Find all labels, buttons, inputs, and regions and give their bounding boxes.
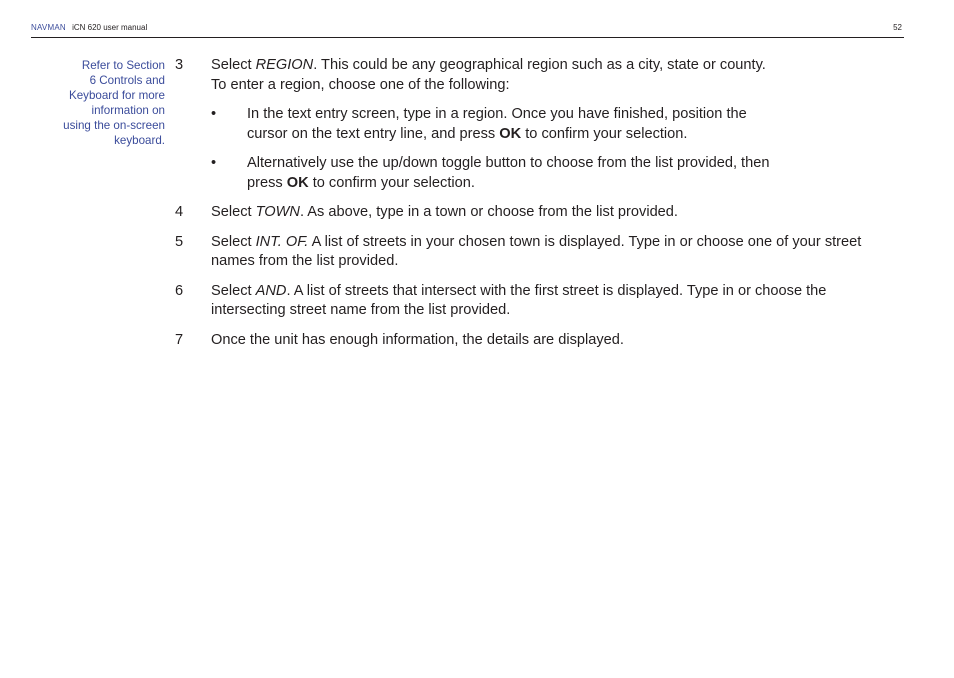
step-text: intersecting street name from the list provided. xyxy=(211,302,511,318)
step-text: names from the list provided. xyxy=(211,253,399,269)
bullet-symbol: • xyxy=(211,155,217,171)
step-6 xyxy=(174,282,906,321)
bullet-text: Alternatively use the up/down toggle button to choose from the list provided, then xyxy=(247,155,770,171)
field-name: REGION xyxy=(255,57,314,73)
margin-note-line: information on xyxy=(91,104,165,117)
page-number: 52 xyxy=(893,23,902,32)
bullet-item xyxy=(211,154,906,193)
step-number: 4 xyxy=(175,204,184,220)
field-name: INT. OF. xyxy=(255,233,309,250)
bullet-item xyxy=(211,105,906,144)
instructions-body xyxy=(174,56,906,360)
margin-note-line: keyboard. xyxy=(114,134,165,147)
step-3 xyxy=(174,56,906,193)
ok-key-label: OK xyxy=(286,174,309,191)
step-5 xyxy=(174,233,906,272)
step-text: Select TOWN. As above, type in a town or choose from the list provided. xyxy=(211,204,678,220)
step-number: 7 xyxy=(175,331,184,348)
step-text: Select AND. A list of streets that intersect with the first street is displayed. Type in or choose the xyxy=(211,282,827,299)
step-number: 3 xyxy=(175,57,184,73)
bullet-text: In the text entry screen, type in a region. Once you have finished, position the xyxy=(247,106,747,122)
field-name: TOWN xyxy=(255,204,300,220)
bullet-text: cursor on the text entry line, and press OK to confirm your selection. xyxy=(247,125,688,142)
bullet-symbol: • xyxy=(211,106,217,122)
step-number: 5 xyxy=(175,233,184,250)
margin-note-line: Keyboard for more xyxy=(68,89,165,102)
manual-title: iCN 620 user manual xyxy=(72,23,148,32)
step-7 xyxy=(174,331,906,351)
step-text: To enter a region, choose one of the following: xyxy=(211,76,510,93)
step-number: 6 xyxy=(175,282,184,299)
step-text: Once the unit has enough information, the details are displayed. xyxy=(211,331,624,348)
ok-key-label: OK xyxy=(499,125,522,142)
page-header xyxy=(31,22,904,38)
margin-note-line: Refer to Section xyxy=(81,59,165,72)
step-4 xyxy=(174,203,906,223)
margin-note-line: using the on-screen xyxy=(63,119,165,132)
field-name: AND xyxy=(255,282,287,299)
brand-name: NAVMAN xyxy=(31,23,66,32)
step-text: Select REGION. This could be any geographical region such as a city, state or county. xyxy=(211,57,766,73)
bullet-text: press OK to confirm your selection. xyxy=(247,174,475,191)
margin-note xyxy=(40,58,165,148)
step-text: Select INT. OF. A list of streets in your chosen town is displayed. Type in or choose one of your street xyxy=(211,233,862,250)
margin-note-line: 6 Controls and xyxy=(89,74,165,87)
